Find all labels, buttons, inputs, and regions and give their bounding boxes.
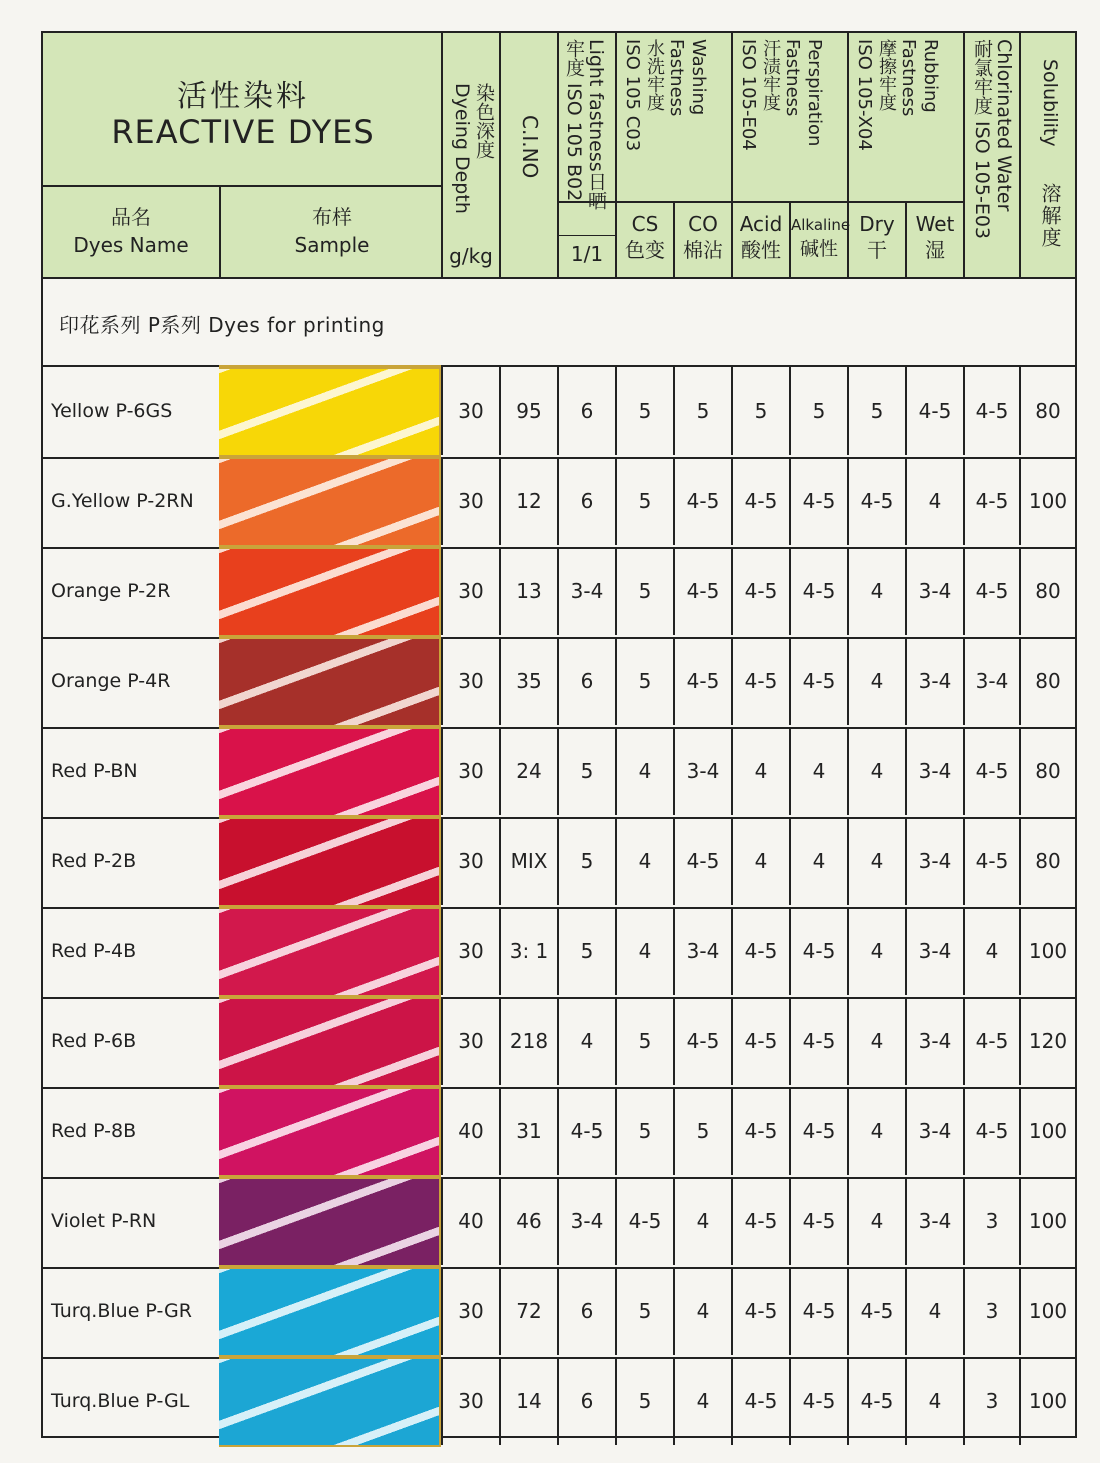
sample-header: 布样 Sample	[294, 205, 370, 257]
dye-name: Red P-4B	[51, 940, 137, 962]
cell-light: 5	[557, 817, 615, 905]
cell-acid: 4-5	[731, 1357, 789, 1445]
dye-table	[41, 31, 1077, 1438]
rubbing-fastness-header: Rubbing Fastness 摩擦牢度 ISO 105-X04	[854, 39, 941, 151]
cell-light: 5	[557, 907, 615, 995]
cell-wet: 3-4	[905, 997, 963, 1085]
table-row	[43, 547, 1075, 639]
cell-cs: 5	[615, 997, 673, 1085]
chlorinated-water-header: Chlorinated Water 耐氯牢度 ISO 105-E03	[971, 39, 1015, 240]
cell-cs: 4-5	[615, 1177, 673, 1265]
cell-chlor: 4-5	[963, 1087, 1019, 1175]
cell-chlor: 3	[963, 1267, 1019, 1355]
section-heading	[43, 279, 1075, 367]
dyes-name-header: 品名 Dyes Name	[73, 205, 189, 257]
cell-light: 3-4	[557, 1177, 615, 1265]
cell-sol: 120	[1019, 997, 1075, 1085]
cell-wet: 4	[905, 457, 963, 545]
cell-dry: 4-5	[847, 1267, 905, 1355]
cell-co: 4	[673, 1357, 731, 1445]
cell-cs: 4	[615, 817, 673, 905]
cell-dry: 4	[847, 997, 905, 1085]
cell-sol: 80	[1019, 547, 1075, 635]
table-row	[43, 1087, 1075, 1179]
table-row	[43, 727, 1075, 819]
cell-depth: 30	[441, 547, 499, 635]
cell-chlor: 4-5	[963, 457, 1019, 545]
dye-name: Red P-8B	[51, 1120, 137, 1142]
cell-co: 5	[673, 1087, 731, 1175]
light-sub: 1/1	[570, 242, 604, 266]
cell-cino: 46	[499, 1177, 557, 1265]
cell-acid: 4-5	[731, 457, 789, 545]
cell-alk: 5	[789, 367, 847, 455]
fabric-sample-swatch	[219, 545, 441, 637]
cell-alk: 4	[789, 817, 847, 905]
cell-acid: 4-5	[731, 1087, 789, 1175]
cell-dry: 5	[847, 367, 905, 455]
dye-name: Violet P-RN	[51, 1210, 157, 1232]
cell-chlor: 4-5	[963, 817, 1019, 905]
cell-acid: 5	[731, 367, 789, 455]
dyeing-depth-header: 染色深度 Dyeing Depth	[451, 83, 495, 214]
cell-chlor: 4	[963, 907, 1019, 995]
cell-light: 6	[557, 457, 615, 545]
dye-name: Red P-2B	[51, 850, 137, 872]
cell-wet: 4	[905, 1357, 963, 1445]
cell-dry: 4	[847, 1087, 905, 1175]
cell-dry: 4-5	[847, 1357, 905, 1445]
cell-depth: 30	[441, 817, 499, 905]
cell-alk: 4-5	[789, 907, 847, 995]
cell-dry: 4	[847, 547, 905, 635]
cell-dry: 4	[847, 1177, 905, 1265]
title-chinese: 活性染料	[177, 79, 309, 114]
cell-co: 5	[673, 367, 731, 455]
cell-cino: 3: 1	[499, 907, 557, 995]
cell-wet: 3-4	[905, 637, 963, 725]
table-row	[43, 367, 1075, 459]
cell-light: 5	[557, 727, 615, 815]
cell-light: 6	[557, 367, 615, 455]
cell-chlor: 4-5	[963, 997, 1019, 1085]
cell-co: 3-4	[673, 727, 731, 815]
dye-name: Orange P-2R	[51, 580, 171, 602]
cell-sol: 80	[1019, 637, 1075, 725]
cell-light: 4-5	[557, 1087, 615, 1175]
cell-alk: 4-5	[789, 1357, 847, 1445]
cell-light: 6	[557, 1357, 615, 1445]
cell-dry: 4	[847, 637, 905, 725]
cell-wet: 3-4	[905, 907, 963, 995]
table-header	[43, 33, 1075, 279]
fabric-sample-swatch	[219, 995, 441, 1087]
washing-co: CO 棉沾	[683, 212, 723, 262]
cell-co: 3-4	[673, 907, 731, 995]
table-row	[43, 457, 1075, 549]
cell-sol: 100	[1019, 1177, 1075, 1265]
cell-wet: 4-5	[905, 367, 963, 455]
cell-chlor: 4-5	[963, 727, 1019, 815]
cell-acid: 4	[731, 817, 789, 905]
cell-cino: 14	[499, 1357, 557, 1445]
cell-alk: 4-5	[789, 1267, 847, 1355]
cell-cs: 5	[615, 1357, 673, 1445]
dye-name: Red P-6B	[51, 1030, 137, 1052]
cell-sol: 100	[1019, 1087, 1075, 1175]
cell-cs: 4	[615, 907, 673, 995]
cell-depth: 30	[441, 457, 499, 545]
section-title: 印花系列 P系列 Dyes for printing	[59, 313, 385, 337]
cell-depth: 30	[441, 1357, 499, 1445]
table-row	[43, 1267, 1075, 1359]
table-row	[43, 637, 1075, 729]
cell-wet: 3-4	[905, 1177, 963, 1265]
table-row	[43, 817, 1075, 909]
cell-co: 4-5	[673, 457, 731, 545]
fabric-sample-swatch	[219, 1355, 441, 1447]
cell-alk: 4-5	[789, 637, 847, 725]
cell-sol: 80	[1019, 727, 1075, 815]
cell-depth: 30	[441, 727, 499, 815]
cell-chlor: 3-4	[963, 637, 1019, 725]
cell-light: 6	[557, 637, 615, 725]
cell-cs: 5	[615, 457, 673, 545]
cell-cs: 5	[615, 547, 673, 635]
cell-alk: 4-5	[789, 547, 847, 635]
cell-dry: 4	[847, 817, 905, 905]
cell-dry: 4	[847, 907, 905, 995]
cell-co: 4-5	[673, 997, 731, 1085]
cell-chlor: 4-5	[963, 367, 1019, 455]
fabric-sample-swatch	[219, 1175, 441, 1267]
cell-alk: 4-5	[789, 997, 847, 1085]
cell-cino: 13	[499, 547, 557, 635]
cell-cs: 5	[615, 637, 673, 725]
dye-name: Turq.Blue P-GR	[51, 1300, 192, 1322]
cell-light: 4	[557, 997, 615, 1085]
cell-depth: 30	[441, 367, 499, 455]
cell-dry: 4-5	[847, 457, 905, 545]
cell-cino: 218	[499, 997, 557, 1085]
cell-sol: 80	[1019, 367, 1075, 455]
table-row	[43, 1177, 1075, 1269]
solubility-header-cn: 溶解度	[1038, 183, 1062, 249]
dye-name: Red P-BN	[51, 760, 138, 782]
cell-acid: 4	[731, 727, 789, 815]
cell-co: 4-5	[673, 637, 731, 725]
cell-co: 4-5	[673, 817, 731, 905]
cell-cino: 12	[499, 457, 557, 545]
title-english: REACTIVE DYES	[111, 113, 375, 151]
cell-sol: 100	[1019, 457, 1075, 545]
fabric-sample-swatch	[219, 365, 441, 457]
cell-co: 4	[673, 1177, 731, 1265]
cell-acid: 4-5	[731, 1177, 789, 1265]
cell-wet: 3-4	[905, 1087, 963, 1175]
cell-chlor: 3	[963, 1177, 1019, 1265]
cell-sol: 100	[1019, 907, 1075, 995]
fabric-sample-swatch	[219, 635, 441, 727]
cell-depth: 40	[441, 1087, 499, 1175]
fabric-sample-swatch	[219, 815, 441, 907]
cell-alk: 4-5	[789, 1087, 847, 1175]
fabric-sample-swatch	[219, 1265, 441, 1357]
dye-name: Turq.Blue P-GL	[51, 1390, 190, 1412]
cell-wet: 3-4	[905, 727, 963, 815]
washing-cs: CS 色变	[625, 212, 665, 262]
cell-depth: 30	[441, 907, 499, 995]
dye-name: Orange P-4R	[51, 670, 171, 692]
fabric-sample-swatch	[219, 905, 441, 997]
cell-co: 4-5	[673, 547, 731, 635]
table-row	[43, 1357, 1075, 1447]
rubbing-wet: Wet 湿	[915, 212, 955, 262]
cell-wet: 3-4	[905, 547, 963, 635]
cell-wet: 3-4	[905, 817, 963, 905]
fabric-sample-swatch	[219, 455, 441, 547]
cell-cino: 35	[499, 637, 557, 725]
dye-name: G.Yellow P-2RN	[51, 490, 194, 512]
fabric-sample-swatch	[219, 725, 441, 817]
cell-acid: 4-5	[731, 997, 789, 1085]
fabric-sample-swatch	[219, 1085, 441, 1177]
cell-cino: 72	[499, 1267, 557, 1355]
cell-cino: 31	[499, 1087, 557, 1175]
dye-name: Yellow P-6GS	[51, 400, 173, 422]
cell-depth: 30	[441, 997, 499, 1085]
washing-fastness-header: Washing Fastness 水洗牢度 ISO 105 C03	[622, 39, 709, 152]
perspiration-alkaline: Alkaline 碱性	[791, 216, 851, 260]
cell-sol: 100	[1019, 1267, 1075, 1355]
cell-depth: 40	[441, 1177, 499, 1265]
cell-depth: 30	[441, 1267, 499, 1355]
cell-sol: 80	[1019, 817, 1075, 905]
table-row	[43, 907, 1075, 999]
cell-acid: 4-5	[731, 637, 789, 725]
cell-light: 6	[557, 1267, 615, 1355]
cell-acid: 4-5	[731, 907, 789, 995]
cell-wet: 4	[905, 1267, 963, 1355]
cell-cs: 4	[615, 727, 673, 815]
perspiration-fastness-header: Perspiration Fastness 汗渍牢度 ISO 105-E04	[738, 39, 825, 151]
cell-cino: 95	[499, 367, 557, 455]
cell-sol: 100	[1019, 1357, 1075, 1445]
cell-alk: 4-5	[789, 457, 847, 545]
cell-acid: 4-5	[731, 1267, 789, 1355]
perspiration-acid: Acid 酸性	[739, 212, 783, 262]
cell-chlor: 3	[963, 1357, 1019, 1445]
cell-cino: MIX	[499, 817, 557, 905]
light-fastness-header: Light fastness日晒 牢度 ISO 105 B02	[563, 39, 607, 210]
cell-dry: 4	[847, 727, 905, 815]
cell-light: 3-4	[557, 547, 615, 635]
cell-co: 4	[673, 1267, 731, 1355]
cell-alk: 4-5	[789, 1177, 847, 1265]
cell-cs: 5	[615, 367, 673, 455]
cell-alk: 4	[789, 727, 847, 815]
cell-cino: 24	[499, 727, 557, 815]
dyeing-depth-unit: g/kg	[449, 244, 493, 268]
rubbing-dry: Dry 干	[859, 212, 895, 262]
cell-cs: 5	[615, 1087, 673, 1175]
table-row	[43, 997, 1075, 1089]
solubility-header: Solubility	[1039, 59, 1061, 147]
cino-header: C.I.NO	[518, 115, 542, 179]
cell-chlor: 4-5	[963, 547, 1019, 635]
cell-depth: 30	[441, 637, 499, 725]
cell-cs: 5	[615, 1267, 673, 1355]
cell-acid: 4-5	[731, 547, 789, 635]
